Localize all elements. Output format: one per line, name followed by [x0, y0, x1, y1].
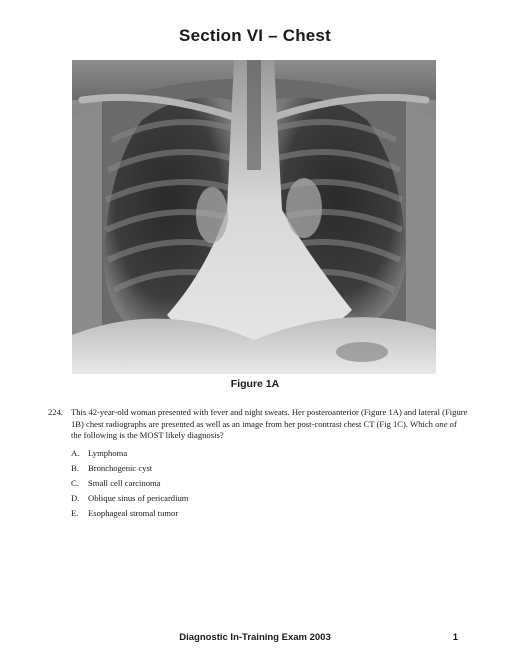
option-text: Oblique sinus of pericardium: [88, 492, 189, 503]
question-stem-part2: of the following is the MOST likely diagnosis?: [71, 418, 457, 440]
answer-option-a[interactable]: [71, 446, 468, 461]
section-title: Section VI – Chest: [179, 26, 331, 45]
option-text: Lymphoma: [88, 447, 128, 458]
question-stem-part1: This 42-year-old woman presented with fever and night sweats. Her posteroanterior (Figure 1A) and lateral (Figure 1B) chest radiographs are presented as well as an image from her post-contrast chest CT (Fig 1C). Which: [71, 407, 468, 429]
footer-title: Diagnostic In-Training Exam 2003: [179, 632, 331, 643]
option-text: Small cell carcinoma: [88, 477, 161, 488]
answer-option-e[interactable]: [71, 506, 468, 521]
figure-caption: Figure 1A: [230, 378, 280, 390]
chest-radiograph-figure: [72, 60, 436, 374]
option-letter: E.: [71, 507, 79, 518]
answer-option-b[interactable]: [71, 461, 468, 476]
answer-option-c[interactable]: [71, 476, 468, 491]
page-number: 1: [452, 632, 458, 643]
question-stem-emphasis: one: [435, 418, 448, 429]
option-letter: C.: [71, 477, 79, 488]
option-text: Bronchogenic cyst: [88, 462, 153, 473]
option-letter: A.: [71, 447, 80, 458]
option-text: Esophageal stromal tumor: [88, 507, 179, 518]
chest-radiograph-image: [72, 60, 436, 374]
question-block: [48, 407, 468, 521]
question-number: 224.: [48, 407, 64, 417]
question-stem: [71, 407, 468, 442]
option-letter: B.: [71, 462, 79, 473]
answer-options: [71, 446, 468, 521]
option-letter: D.: [71, 492, 80, 503]
answer-option-d[interactable]: [71, 491, 468, 506]
